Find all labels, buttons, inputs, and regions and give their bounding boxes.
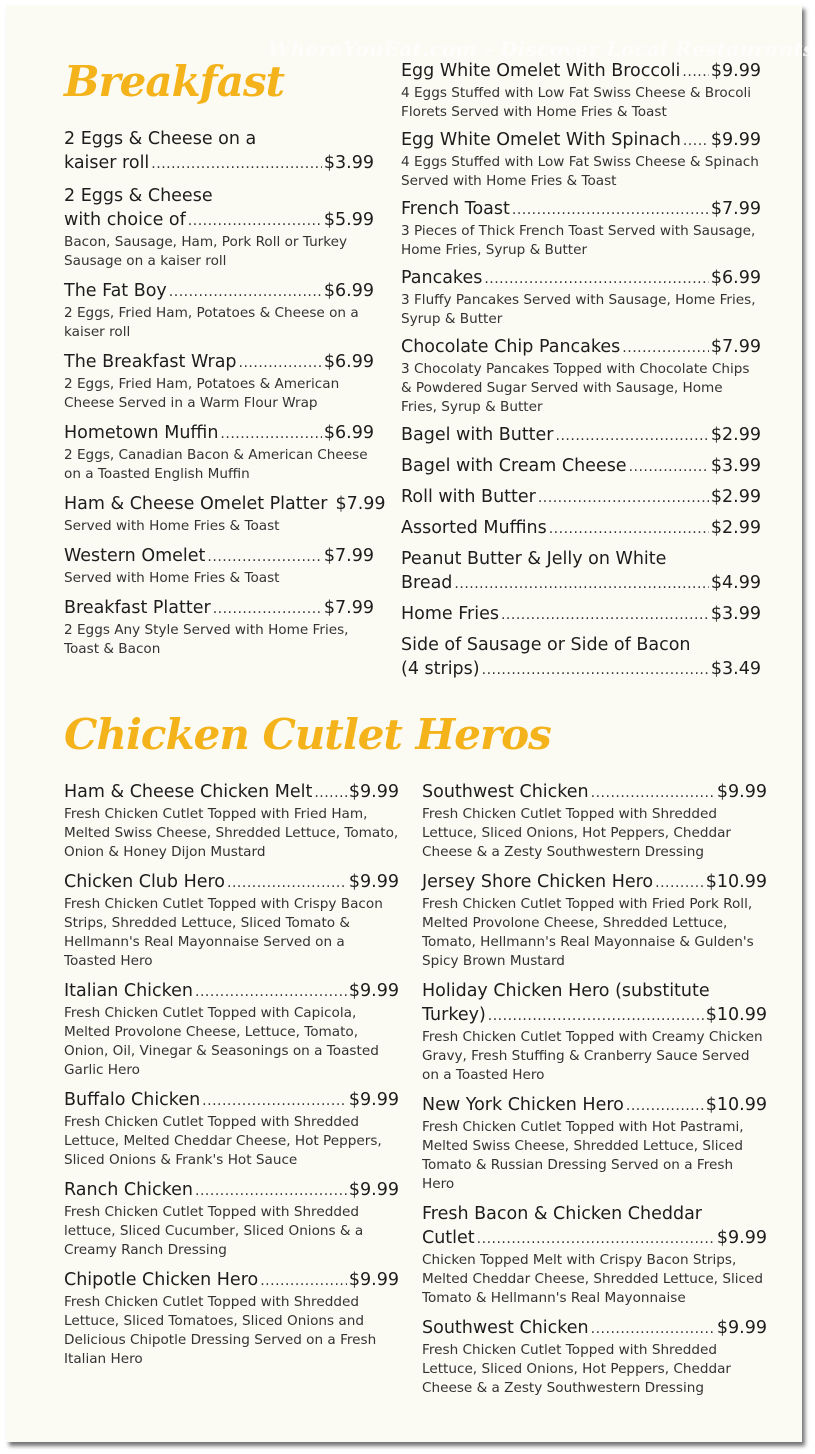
menu-item-description: 4 Eggs Stuffed with Low Fat Swiss Cheese & Brocoli Florets Served with Home Fries & Toast: [401, 85, 752, 120]
dot-leader: [655, 871, 704, 895]
menu-item: [64, 127, 374, 176]
menu-item: [401, 633, 761, 682]
menu-item: [401, 547, 761, 596]
dot-leader: [488, 1004, 704, 1028]
menu-item-description: 2 Eggs Any Style Served with Home Fries, Toast & Bacon: [64, 622, 349, 657]
menu-item-price: $9.99: [348, 782, 399, 802]
menu-item-name-line: Side of Sausage or Side of Bacon: [401, 635, 691, 655]
dot-leader: [482, 658, 709, 682]
menu-item: [64, 596, 374, 659]
watermark: WhereYouEat.com - Discover Local Restaurants: [268, 37, 815, 61]
menu-item: [401, 59, 761, 122]
menu-item-price: $9.99: [716, 782, 767, 802]
menu-item-name: Ham & Cheese Omelet Platter: [64, 494, 328, 514]
menu-item: [422, 1316, 767, 1398]
menu-item-description: Fresh Chicken Cutlet Topped with Shredded Lettuce, Melted Cheddar Cheese, Hot Peppers, Sliced Onions & Frank's Hot Sauce: [64, 1114, 382, 1168]
menu-item-price: $7.99: [323, 546, 374, 566]
menu-item: [64, 1178, 399, 1260]
menu-item-name: Breakfast Platter: [64, 598, 211, 618]
menu-item-name-line: 2 Eggs & Cheese on a: [64, 129, 257, 149]
menu-item-name: Bagel with Butter: [401, 425, 554, 445]
menu-item-name: Buffalo Chicken: [64, 1090, 201, 1110]
menu-item-name: Egg White Omelet With Broccoli: [401, 61, 681, 81]
menu-item-price: $9.99: [710, 130, 761, 150]
menu-item: [64, 1088, 399, 1170]
menu-item-price: $7.99: [710, 199, 761, 219]
dot-leader: [454, 572, 708, 596]
menu-item-description: Chicken Topped Melt with Crispy Bacon Strips, Melted Cheddar Cheese, Shredded Lettuce, Sliced Tomato & Hellmann's Real Mayonnaise: [422, 1252, 763, 1306]
dot-leader: [188, 209, 322, 233]
menu-item-description: Fresh Chicken Cutlet Topped with Creamy Chicken Gravy, Fresh Stuffing & Cranberry Sauce Served on a Toasted Hero: [422, 1029, 763, 1083]
menu-item-description: Fresh Chicken Cutlet Topped with Crispy Bacon Strips, Shredded Lettuce, Sliced Tomato & Hellmann's Real Mayonnaise Served on a Toasted Hero: [64, 896, 383, 969]
menu-item-description: Fresh Chicken Cutlet Topped with Capicola, Melted Provolone Cheese, Lettuce, Tomato, Onion, Oil, Vinegar & Seasonings on a Toasted Garlic Hero: [64, 1005, 379, 1078]
menu-item-price: $10.99: [705, 1005, 767, 1025]
dot-leader: [151, 152, 322, 176]
breakfast-right-column: [401, 59, 761, 682]
menu-item-description: Fresh Chicken Cutlet Topped with Shredded Lettuce, Sliced Onions, Hot Peppers, Cheddar Cheese & a Zesty Southwestern Dressing: [422, 1342, 732, 1396]
menu-item-name: French Toast: [401, 199, 510, 219]
menu-item-name-line: Holiday Chicken Hero (substitute: [422, 981, 710, 1001]
heros-right-column: [422, 780, 767, 1398]
dot-leader: [213, 597, 322, 621]
menu-item-description: 2 Eggs, Fried Ham, Potatoes & Cheese on a kaiser roll: [64, 305, 359, 340]
menu-item-price: $5.99: [323, 210, 374, 230]
dot-leader: [314, 781, 347, 805]
heros-title: Chicken Cutlet Heros: [64, 710, 551, 759]
menu-item-name: with choice of: [64, 210, 186, 230]
menu-item-description: Served with Home Fries & Toast: [64, 570, 280, 586]
dot-leader: [683, 129, 709, 153]
menu-item-name: Chocolate Chip Pancakes: [401, 337, 621, 357]
dot-leader: [591, 1317, 715, 1341]
menu-item-name: Bagel with Cream Cheese: [401, 456, 627, 476]
menu-item: [422, 870, 767, 971]
dot-leader: [629, 455, 709, 479]
menu-item-name: Cutlet: [422, 1228, 475, 1248]
menu-item-name: Jersey Shore Chicken Hero: [422, 872, 654, 892]
dot-leader: [169, 280, 322, 304]
menu-item: [401, 423, 761, 448]
menu-item-price: $3.99: [323, 153, 374, 173]
menu-item-description: Fresh Chicken Cutlet Topped with Fried Pork Roll, Melted Provolone Cheese, Shredded Lettuce, Tomato, Hellmann's Real Mayonnaise & Gulden's Spicy Brown Mustard: [422, 896, 754, 969]
menu-item-price: $3.99: [710, 604, 761, 624]
menu-item-description: 2 Eggs, Canadian Bacon & American Cheese on a Toasted English Muffin: [64, 447, 368, 482]
menu-item-name: The Fat Boy: [64, 281, 167, 301]
menu-item-name: Ham & Cheese Chicken Melt: [64, 782, 313, 802]
menu-item-price: $6.99: [323, 281, 374, 301]
dot-leader: [501, 603, 709, 627]
dot-leader: [207, 545, 321, 569]
menu-item: [64, 421, 374, 484]
dot-leader: [591, 781, 715, 805]
menu-item-price: $9.99: [716, 1318, 767, 1338]
menu-item-description: 3 Chocolaty Pancakes Topped with Chocolate Chips & Powdered Sugar Served with Sausage, Home Fries, Syrup & Butter: [401, 361, 750, 415]
menu-item: [401, 128, 761, 191]
menu-item: [401, 197, 761, 260]
dot-leader: [195, 980, 347, 1004]
menu-item-name: Chicken Club Hero: [64, 872, 226, 892]
menu-item-name: Bread: [401, 573, 453, 593]
menu-item-description: Fresh Chicken Cutlet Topped with Shredded Lettuce, Sliced Tomatoes, Sliced Onions and Delicious Chipotle Dressing Served on a Fresh Italian Hero: [64, 1294, 377, 1367]
menu-item-name-line: 2 Eggs & Cheese: [64, 186, 213, 206]
menu-item: [422, 979, 767, 1085]
menu-item-price: $7.99: [710, 337, 761, 357]
menu-item-description: Bacon, Sausage, Ham, Pork Roll or Turkey Sausage on a kaiser roll: [64, 234, 348, 269]
menu-item: [64, 544, 374, 588]
menu-item-description: Fresh Chicken Cutlet Topped with Shredded Lettuce, Sliced Onions, Hot Peppers, Cheddar Cheese & a Zesty Southwestern Dressing: [422, 806, 732, 860]
dot-leader: [512, 198, 709, 222]
menu-item-price: $6.99: [710, 268, 761, 288]
menu-item: [401, 516, 761, 541]
dot-leader: [549, 517, 709, 541]
menu-item-name: Hometown Muffin: [64, 423, 219, 443]
menu-item-price: $10.99: [705, 1095, 767, 1115]
menu-item-name: Assorted Muffins: [401, 518, 547, 538]
menu-item-description: 3 Fluffy Pancakes Served with Sausage, Home Fries, Syrup & Butter: [401, 292, 756, 327]
menu-item: [64, 350, 374, 413]
menu-item: [64, 1268, 399, 1369]
menu-item-description: 2 Eggs, Fried Ham, Potatoes & American Cheese Served in a Warm Flour Wrap: [64, 376, 340, 411]
menu-item-name: (4 strips): [401, 659, 480, 679]
menu-item-price: $2.99: [710, 518, 761, 538]
dot-leader: [626, 1094, 704, 1118]
menu-item-price: $2.99: [710, 425, 761, 445]
heros-left-column: [64, 780, 399, 1369]
menu-item: [422, 1202, 767, 1308]
dot-leader: [195, 1179, 347, 1203]
menu-item-name: Western Omelet: [64, 546, 206, 566]
menu-item-price: $4.99: [710, 573, 761, 593]
menu-item-price: $3.49: [710, 659, 761, 679]
menu-item: [401, 454, 761, 479]
menu-item-price: $9.99: [348, 1090, 399, 1110]
menu-item-name: Home Fries: [401, 604, 499, 624]
dot-leader: [484, 267, 709, 291]
menu-item-price: $9.99: [348, 872, 399, 892]
menu-item-description: Fresh Chicken Cutlet Topped with Hot Pastrami, Melted Swiss Cheese, Shredded Lettuce, Sliced Tomato & Russian Dressing Served on a Fresh Hero: [422, 1119, 744, 1192]
menu-item-price: $9.99: [348, 1270, 399, 1290]
dot-leader: [682, 60, 708, 84]
menu-item-name: Chipotle Chicken Hero: [64, 1270, 259, 1290]
menu-item-name: Pancakes: [401, 268, 483, 288]
menu-item: [401, 335, 761, 417]
menu-item-description: Served with Home Fries & Toast: [64, 518, 280, 534]
menu-item-description: Fresh Chicken Cutlet Topped with Shredded lettuce, Sliced Cucumber, Sliced Onions & a Creamy Ranch Dressing: [64, 1204, 364, 1258]
menu-item: [401, 485, 761, 510]
menu-item: [422, 1093, 767, 1194]
menu-item-price: $10.99: [705, 872, 767, 892]
menu-item: [64, 780, 399, 862]
menu-item-description: Fresh Chicken Cutlet Topped with Fried Ham, Melted Swiss Cheese, Shredded Lettuce, Tomato, Onion & Honey Dijon Mustard: [64, 806, 399, 860]
menu-item-name: Southwest Chicken: [422, 1318, 589, 1338]
menu-item-description: 4 Eggs Stuffed with Low Fat Swiss Cheese & Spinach Served with Home Fries & Toast: [401, 154, 759, 189]
menu-item-name: Roll with Butter: [401, 487, 536, 507]
menu-item-price: $2.99: [710, 487, 761, 507]
dot-leader: [477, 1227, 715, 1251]
menu-item-name: The Breakfast Wrap: [64, 352, 237, 372]
dot-leader: [220, 422, 321, 446]
menu-page: [6, 5, 815, 1442]
menu-item-name-line: Peanut Butter & Jelly on White: [401, 549, 667, 569]
dot-leader: [556, 424, 709, 448]
menu-item-name: New York Chicken Hero: [422, 1095, 624, 1115]
menu-item-price: $7.99: [323, 598, 374, 618]
menu-item-price: $9.99: [710, 61, 761, 81]
menu-item: [64, 870, 399, 971]
dot-leader: [622, 336, 709, 360]
menu-item-name: Southwest Chicken: [422, 782, 589, 802]
menu-item-name: Egg White Omelet With Spinach: [401, 130, 681, 150]
menu-item: [422, 780, 767, 862]
dot-leader: [239, 351, 322, 375]
breakfast-left-column: [64, 127, 386, 659]
menu-item-name: kaiser roll: [64, 153, 150, 173]
dot-leader: [538, 486, 709, 510]
menu-item: [64, 279, 374, 342]
menu-item: [64, 979, 399, 1080]
menu-item-name: Turkey): [422, 1005, 486, 1025]
menu-item-name-line: Fresh Bacon & Chicken Cheddar: [422, 1204, 702, 1224]
menu-item-name: Italian Chicken: [64, 981, 194, 1001]
menu-item-name: Ranch Chicken: [64, 1180, 194, 1200]
menu-item-price: $6.99: [323, 423, 374, 443]
breakfast-title: Breakfast: [64, 57, 284, 106]
menu-item: [401, 266, 761, 329]
menu-item-price: $6.99: [323, 352, 374, 372]
menu-item-price: $3.99: [710, 456, 761, 476]
dot-leader: [260, 1269, 347, 1293]
menu-item-description: 3 Pieces of Thick French Toast Served with Sausage, Home Fries, Syrup & Butter: [401, 223, 756, 258]
menu-item-price: $7.99: [335, 494, 386, 514]
menu-item: [401, 602, 761, 627]
dot-leader: [202, 1089, 347, 1113]
dot-leader: [227, 871, 347, 895]
menu-item: [64, 492, 386, 536]
menu-item-price: $9.99: [348, 1180, 399, 1200]
menu-item-price: $9.99: [716, 1228, 767, 1248]
menu-item: [64, 184, 374, 271]
menu-item-price: $9.99: [348, 981, 399, 1001]
